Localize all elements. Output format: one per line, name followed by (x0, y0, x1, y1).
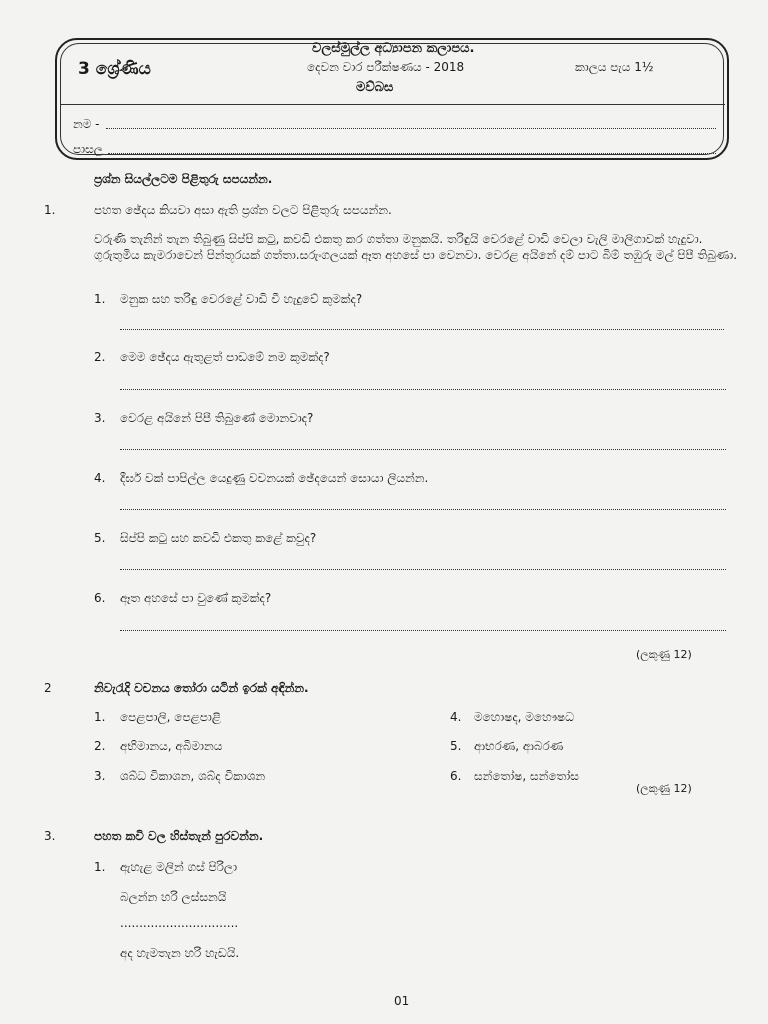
instruction: ප්‍රශ්න සියල්ලටම පිළිතුරු සපයන්න. (94, 172, 273, 186)
q1-item-number: 1. (94, 292, 106, 306)
q2-title: නිවැරැදි වචනය තෝරා යටින් ඉරක් අඳින්න. (94, 681, 309, 695)
q1-item-text: ඈත අහසේ පා වුණේ කුමක්ද? (120, 591, 272, 605)
q2-item-number: 3. (94, 769, 106, 783)
q2-item-text[interactable]: පෙළපාලි, පෙළපාළි (120, 710, 221, 724)
school-field[interactable] (108, 153, 716, 154)
q2-item-text[interactable]: ආභරණ, ආබරණ (474, 739, 564, 753)
school-title: වලස්මුල්ල අධ්‍යාපන කලාපය. (312, 41, 475, 56)
q1-item-number: 2. (94, 350, 106, 364)
name-field[interactable] (106, 128, 716, 129)
q3-number: 3. (44, 829, 56, 843)
q3-item-number: 1. (94, 860, 106, 874)
q2-item-number: 6. (450, 769, 462, 783)
page-number: 01 (394, 994, 410, 1008)
q2-item-text[interactable]: සන්තෝෂ, සන්තෝස (474, 769, 579, 783)
q1-item-text: මෙම ඡේදය ඇතුළත් පාඩමේ නම කුමක්ද? (120, 350, 330, 364)
q2-item-number: 2. (94, 739, 106, 753)
answer-line[interactable] (120, 509, 726, 510)
q2-item-text[interactable]: අභිමානය, අබිමානය (120, 739, 223, 753)
q2-item-number: 1. (94, 710, 106, 724)
grade-label: 3 ශ්‍රේණිය (78, 59, 151, 79)
q2-item-number: 5. (450, 739, 462, 753)
poem-blank[interactable]: ............................... (120, 916, 239, 930)
q2-item-text[interactable]: ශබ්ධ විකාශන, ශබ්ද විකාශන (120, 769, 266, 783)
q1-item-text: වෙරළ අයිනේ පිපී තිබුණේ මොනවාද? (120, 411, 314, 425)
name-label: නම - (73, 117, 100, 131)
q2-item-number: 4. (450, 710, 462, 724)
school-label: පාසල (73, 142, 103, 156)
answer-line[interactable] (120, 329, 724, 330)
q1-item-text: මනුක සහ තරිඳු වෙරළේ වාඩි වී හැදුවේ කුමක්ද? (120, 292, 363, 306)
poem-line: බලන්න හරි ලස්සනයි (120, 890, 227, 904)
q2-number: 2 (44, 681, 52, 695)
q1-item-number: 4. (94, 471, 106, 485)
q1-item-number: 5. (94, 531, 106, 545)
answer-line[interactable] (120, 389, 726, 390)
poem-line: අද හැමතැන හරි හැඩයි. (120, 946, 240, 960)
q1-item-number: 3. (94, 411, 106, 425)
q2-marks: (ලකුණු 12) (636, 782, 692, 795)
q1-passage: වරුණි තැනින් තැන තිබුණු සිප්පි කටු, කවඩි එකතු කර ගත්තා මනුකයි. තරිඳුයි වෙරළේ වාඩි වෙලා වැලි මාලිගාවක් හැදුවා. ගුරුතුමිය කැමරාවෙන් පින්තූරයක් ගත්තා.සරුංගලයක් ඈත අහසේ පා වෙනවා. වෙරළ අයිනේ දම් පාට බිම් තඹුරු මල් පිපී තිබුණා. (94, 232, 738, 262)
answer-line[interactable] (120, 449, 726, 450)
q1-item-number: 6. (94, 591, 106, 605)
q1-title: පහත ඡේදය කියවා අසා ඇති ප්‍රශ්න වලට පිළිතුරු සපයන්න. (94, 203, 392, 217)
q3-title: පහත කවි වල හිස්තැන් පුරවන්න. (94, 829, 264, 843)
exam-title: දෙවන වාර පරීක්ෂණය - 2018 (307, 60, 465, 74)
subject-title: මව්බස (356, 80, 394, 95)
q1-marks: (ලකුණු 12) (636, 648, 692, 661)
q1-item-text: සිප්පි කටු සහ කවඩි එකතු කළේ කවුද? (120, 531, 317, 545)
q2-item-text[interactable]: මහොෂද, මහෞෂධ (474, 710, 575, 724)
header-box (55, 38, 729, 160)
poem-line: ඇහැළ මලින් ගස් පිරිලා (120, 860, 238, 874)
time-label: කාලය පැය 1½ (575, 60, 654, 74)
answer-line[interactable] (120, 569, 726, 570)
q1-number: 1. (44, 203, 56, 217)
header-divider (60, 104, 725, 105)
answer-line[interactable] (120, 630, 726, 631)
q1-item-text: දීර්ඝ වක් පාපිල්ල යෙදුණු වචනයක් ඡේදයෙන් සොයා ලියන්න. (120, 471, 429, 485)
